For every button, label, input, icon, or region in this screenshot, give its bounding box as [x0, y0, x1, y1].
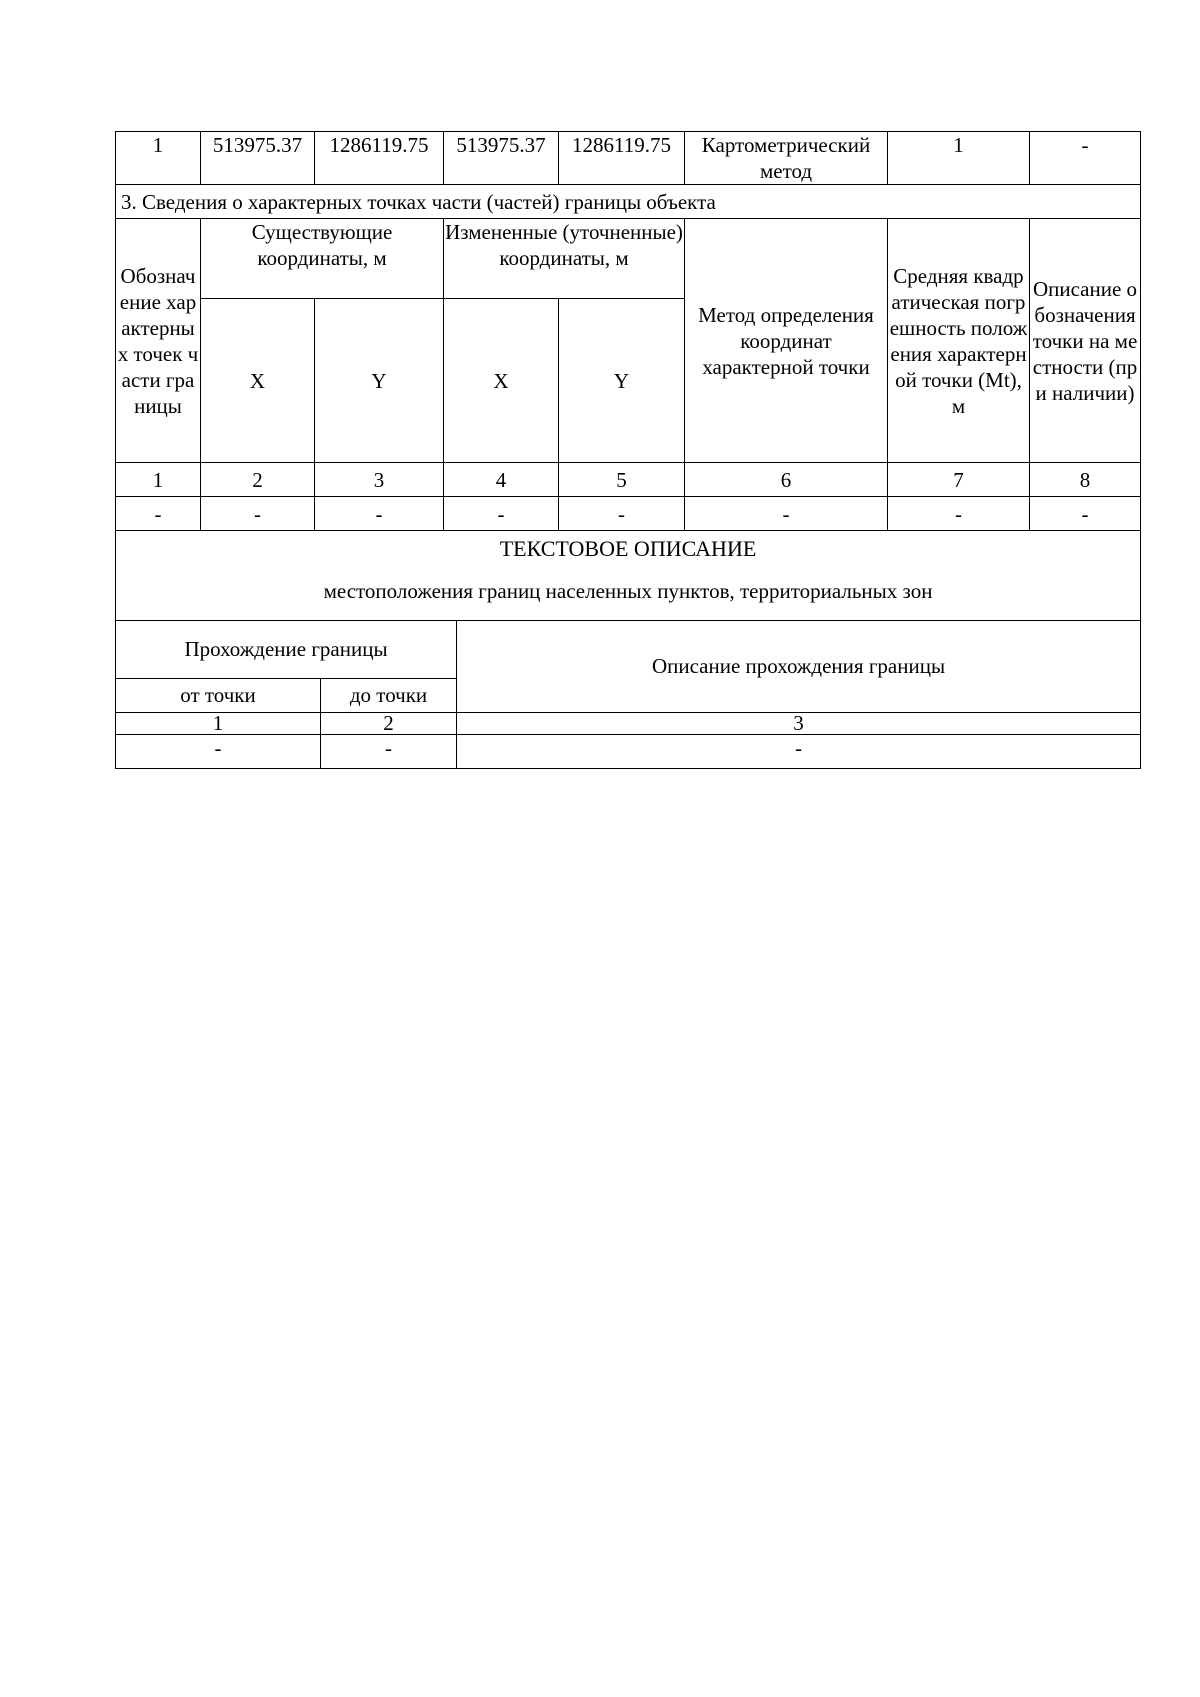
col-number: 1 [116, 712, 321, 734]
table-row [116, 132, 1141, 185]
col-number: 6 [685, 463, 888, 497]
boundary-column-numbers-row [116, 712, 1141, 734]
existing-y-value: 1286119.75 [315, 132, 444, 185]
text-description-row [116, 531, 1141, 621]
empty-cell: - [444, 497, 559, 531]
method-value: Картометрический метод [685, 132, 888, 185]
col-number: 7 [888, 463, 1030, 497]
empty-cell: - [116, 497, 201, 531]
boundary-empty-row [116, 734, 1141, 768]
header-boundary-description: Описание прохождения границы [457, 620, 1141, 712]
header-existing-coords: Существующие координаты, м [201, 219, 444, 299]
col-number: 4 [444, 463, 559, 497]
empty-cell: - [315, 497, 444, 531]
header-from-point: от точки [116, 678, 321, 712]
col-number: 3 [315, 463, 444, 497]
text-description-subtitle: местоположения границ населенных пунктов, территориальных зон [323, 579, 933, 603]
text-description-block [116, 531, 1141, 621]
header-row-1 [116, 219, 1141, 299]
empty-cell: - [888, 497, 1030, 531]
col-number: 1 [116, 463, 201, 497]
header-rmse: Средняя квадратическая погрешность положения характерной точки (Mt), м [888, 219, 1030, 463]
empty-cell: - [1030, 497, 1141, 531]
column-numbers-row [116, 463, 1141, 497]
empty-cell: - [559, 497, 685, 531]
col-number: 2 [201, 463, 315, 497]
empty-cell: - [116, 734, 321, 768]
col-number: 8 [1030, 463, 1141, 497]
existing-x-value: 513975.37 [201, 132, 315, 185]
description-value: - [1030, 132, 1141, 185]
col-number: 5 [559, 463, 685, 497]
point-number: 1 [116, 132, 201, 185]
boundary-passage-table [115, 620, 1141, 769]
document-page [115, 131, 1140, 769]
col-number: 3 [457, 712, 1141, 734]
empty-cell: - [457, 734, 1141, 768]
empty-cell: - [321, 734, 457, 768]
coordinates-table [115, 131, 1141, 621]
header-existing-x: X [201, 299, 315, 463]
header-method: Метод определения координат характерной точки [685, 219, 888, 463]
header-to-point: до точки [321, 678, 457, 712]
header-boundary-passage: Прохождение границы [116, 620, 457, 678]
header-changed-coords: Измененные (уточненные) координаты, м [444, 219, 685, 299]
col-number: 2 [321, 712, 457, 734]
header-changed-x: X [444, 299, 559, 463]
header-description: Описание обозначения точки на местности (при наличии) [1030, 219, 1141, 463]
empty-data-row [116, 497, 1141, 531]
boundary-header-row-1 [116, 620, 1141, 678]
mt-value: 1 [888, 132, 1030, 185]
changed-x-value: 513975.37 [444, 132, 559, 185]
header-designation: Обозначение характерных точек части границы [116, 219, 201, 463]
empty-cell: - [201, 497, 315, 531]
header-existing-y: Y [315, 299, 444, 463]
header-changed-y: Y [559, 299, 685, 463]
changed-y-value: 1286119.75 [559, 132, 685, 185]
empty-cell: - [685, 497, 888, 531]
section-title-row [116, 185, 1141, 219]
section-3-title: 3. Сведения о характерных точках части (частей) границы объекта [116, 185, 1141, 219]
text-description-title: ТЕКСТОВОЕ ОПИСАНИЕ [499, 536, 757, 561]
